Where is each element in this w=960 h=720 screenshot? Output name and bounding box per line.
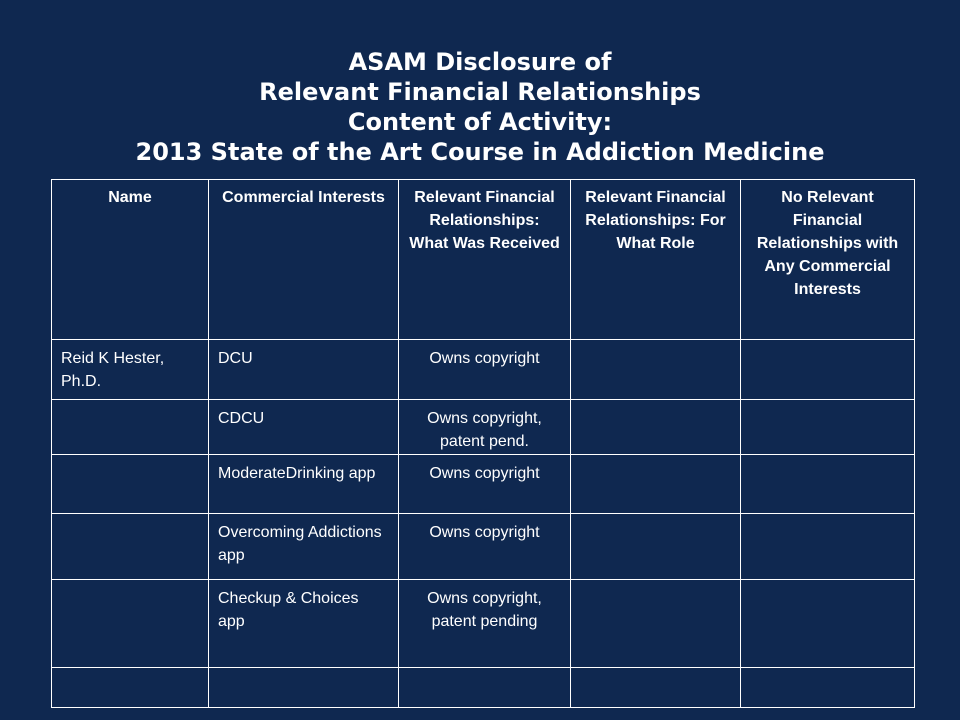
cell-none — [741, 580, 915, 668]
cell-name — [52, 580, 209, 668]
title-line-2: Relevant Financial Relationships — [259, 78, 701, 106]
title-line-4: 2013 State of the Art Course in Addiction Medicine — [135, 138, 825, 166]
table-row — [52, 400, 915, 455]
column-header-what-received: Relevant Financial Relationships: What Was Received — [399, 180, 571, 340]
table-row — [52, 340, 915, 400]
cell-name: Reid K Hester, Ph.D. — [52, 340, 209, 400]
cell-role — [571, 580, 741, 668]
column-header-name: Name — [52, 180, 209, 340]
cell-none — [741, 400, 915, 455]
title-line-1: ASAM Disclosure of — [348, 48, 612, 76]
table-row — [52, 580, 915, 668]
column-header-no-relationships: No Relevant Financial Relationships with Any Commercial Interests — [741, 180, 915, 340]
cell-name — [52, 668, 209, 708]
cell-role — [571, 455, 741, 514]
cell-interest: DCU — [209, 340, 399, 400]
slide-title — [0, 47, 960, 167]
table-header-row — [52, 180, 915, 340]
cell-role — [571, 668, 741, 708]
cell-none — [741, 514, 915, 580]
table-row — [52, 514, 915, 580]
cell-interest — [209, 668, 399, 708]
cell-received: Owns copyright — [399, 514, 571, 580]
cell-none — [741, 668, 915, 708]
cell-name — [52, 400, 209, 455]
table-row — [52, 455, 915, 514]
cell-received: Owns copyright — [399, 455, 571, 514]
column-header-commercial-interests: Commercial Interests — [209, 180, 399, 340]
cell-interest: CDCU — [209, 400, 399, 455]
cell-name — [52, 514, 209, 580]
cell-interest: Overcoming Addictions app — [209, 514, 399, 580]
cell-received: Owns copyright — [399, 340, 571, 400]
cell-role — [571, 514, 741, 580]
cell-received: Owns copyright, patent pending — [399, 580, 571, 668]
cell-role — [571, 340, 741, 400]
title-line-3: Content of Activity: — [347, 108, 613, 136]
cell-received: Owns copyright, patent pend. — [399, 400, 571, 455]
cell-received — [399, 668, 571, 708]
cell-none — [741, 340, 915, 400]
column-header-what-role: Relevant Financial Relationships: For What Role — [571, 180, 741, 340]
disclosure-table — [51, 179, 915, 708]
cell-none — [741, 455, 915, 514]
cell-interest: Checkup & Choices app — [209, 580, 399, 668]
table-row — [52, 668, 915, 708]
cell-interest: ModerateDrinking app — [209, 455, 399, 514]
cell-name — [52, 455, 209, 514]
cell-role — [571, 400, 741, 455]
